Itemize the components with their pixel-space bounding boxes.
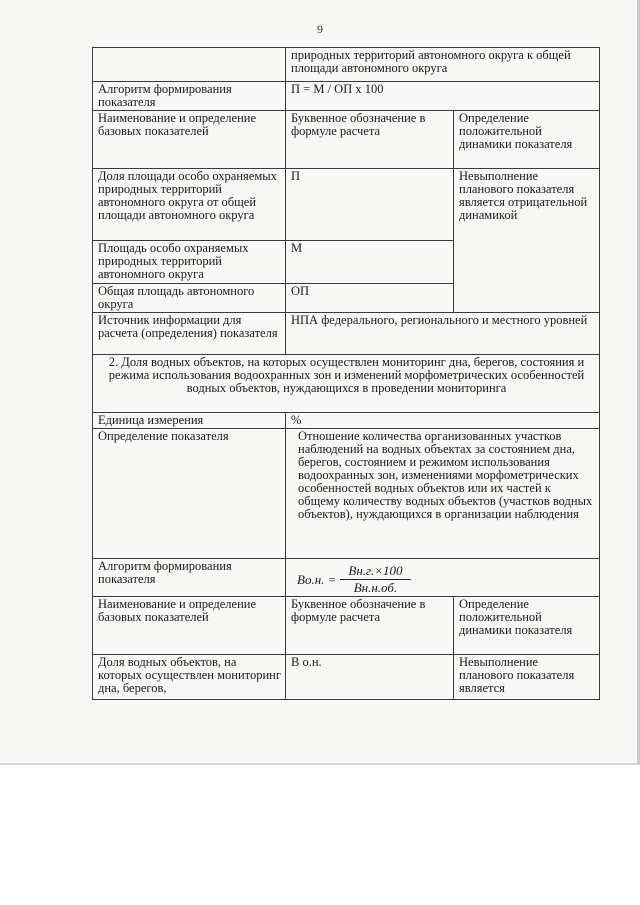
section-heading: 2. Доля водных объектов, на которых осуществлен мониторинг дна, берегов, состояния и режима использования водоохранных зон и изменений морфометрических особенностей водных объектов, нуждающихся в проведении мониторинга [93, 355, 600, 413]
formula-numerator: Вн.г.×100 [340, 564, 410, 580]
indicator-name: Площадь особо охраняемых природных территорий автономного округа [93, 241, 286, 284]
base-indicators-label: Наименование и определение базовых показателей [93, 111, 286, 169]
formula [291, 560, 595, 594]
algorithm-label: Алгоритм формирования показателя [93, 559, 286, 597]
source-value: НПА федерального, регионального и местного уровней [286, 313, 600, 355]
table-row [93, 355, 600, 413]
formula-lhs: Во.н. = [297, 571, 337, 587]
letter-designation-label: Буквенное обозначение в формуле расчета [286, 597, 454, 655]
dynamics-text: Невыполнение планового показателя является отрицательной динамикой [454, 169, 600, 313]
indicator-name: Доля площади особо охраняемых природных территорий автономного округа от общей площади автономного округа [93, 169, 286, 241]
source-label: Источник информации для расчета (определения) показателя [93, 313, 286, 355]
table-row [93, 429, 600, 559]
definition-label: Определение показателя [93, 429, 286, 559]
unit-value: % [286, 413, 600, 429]
table-row [93, 169, 600, 241]
table-row [93, 597, 600, 655]
table-row [93, 48, 600, 82]
unit-label: Единица измерения [93, 413, 286, 429]
continuation-text: природных территорий автономного округа к общей площади автономного округа [286, 48, 600, 82]
indicator-symbol: П [286, 169, 454, 241]
table-cell-empty [93, 48, 286, 82]
table-row [93, 655, 600, 700]
formula-fraction [340, 564, 410, 594]
table-row [93, 413, 600, 429]
table-row [93, 111, 600, 169]
algorithm-label: Алгоритм формирования показателя [93, 82, 286, 111]
page-number: 9 [317, 22, 323, 36]
base-indicators-label: Наименование и определение базовых показателей [93, 597, 286, 655]
formula-cell [286, 559, 600, 597]
algorithm-formula: П = М / ОП х 100 [286, 82, 600, 111]
indicator-table [92, 47, 600, 700]
indicator-symbol: ОП [286, 284, 454, 313]
indicator-name: Доля водных объектов, на которых осуществлен мониторинг дна, берегов, [93, 655, 286, 700]
dynamics-text: Невыполнение планового показателя является [454, 655, 600, 700]
indicator-symbol: В о.н. [286, 655, 454, 700]
indicator-name: Общая площадь автономного округа [93, 284, 286, 313]
table-row [93, 559, 600, 597]
formula-denominator: Вн.н.об. [353, 580, 398, 595]
indicator-symbol: М [286, 241, 454, 284]
table-row [93, 313, 600, 355]
letter-designation-label: Буквенное обозначение в формуле расчета [286, 111, 454, 169]
table-row [93, 82, 600, 111]
positive-dynamics-label: Определение положительной динамики показателя [454, 111, 600, 169]
definition-value: Отношение количества организованных участков наблюдений на водных объектах за состоянием дна, берегов, состоянием и режимом использования водоохранных зон, изменениями морфометрических особенностей водных объектов или их частей к общему количеству водных объектов (участков водных объектов), нуждающихся в организации наблюдения [286, 429, 600, 559]
positive-dynamics-label: Определение положительной динамики показателя [454, 597, 600, 655]
